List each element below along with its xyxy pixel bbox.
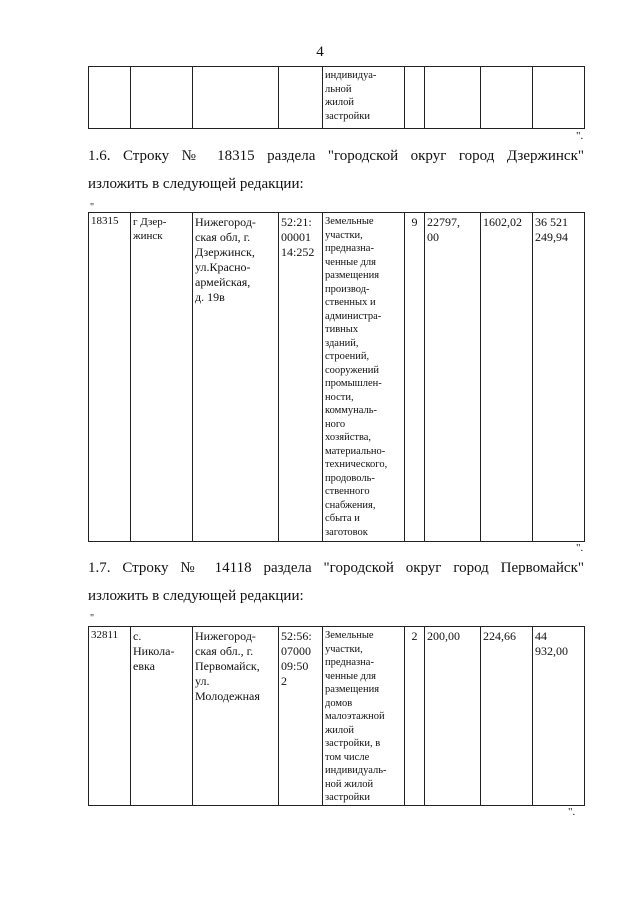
closing-quote: ". [576,542,584,554]
cell-group [405,67,425,129]
section-1-7-instruction: изложить в следующей редакции: [88,588,304,604]
cell-address: Нижегород- ская обл, г. Дзержинск, ул.Красно- армейская, д. 19в [193,213,279,542]
cell-number: 32811 [89,627,131,806]
cell-locality [131,67,193,129]
cell-cadastral-number: 52:21: 00001 14:252 [279,213,323,542]
cell-cadastral-value: 44 932,00 [533,627,585,806]
row-18315-table [88,212,585,542]
continuation-table [88,66,585,129]
closing-quote: ". [568,806,576,818]
cell-area [425,67,481,129]
cell-number: 18315 [89,213,131,542]
cell-purpose: индивидуа- льной жилой застройки [323,67,405,129]
row-32811-table [88,626,585,806]
cell-cadastral-number: 52:56: 07000 09:50 2 [279,627,323,806]
cell-locality: г Дзер- жинск [131,213,193,542]
cell-purpose: Земельные участки, предназна- ченные для размещения производ- ственных и администра- тивных зданий, строений, сооружений промышлен- ности, коммуналь- ного хозяйства, материально- технического, продоволь- ственного снабжения, сбыта и заготовок [323,213,405,542]
cell-cadastral-number [279,67,323,129]
cell-specific-value: 224,66 [481,627,533,806]
cell-specific-value [481,67,533,129]
opening-quote: " [90,613,95,624]
cell-group: 9 [405,213,425,542]
section-1-6-heading: 1.6. Строку № 18315 раздела "городской округ город Дзержинск" [88,148,584,164]
cell-area: 22797, 00 [425,213,481,542]
cell-purpose: Земельные участки, предназна- ченные для размещения домов малоэтажной жилой застройки, в том числе индивидуаль- ной жилой застройки [323,627,405,806]
cell-address [193,67,279,129]
cell-locality: с. Никола- евка [131,627,193,806]
opening-quote: " [90,202,95,213]
cell-area: 200,00 [425,627,481,806]
section-1-6-instruction: изложить в следующей редакции: [88,176,304,192]
section-1-7-heading: 1.7. Строку № 14118 раздела "городской округ город Первомайск" [88,560,584,576]
table-row [89,213,585,542]
cell-cadastral-value [533,67,585,129]
cell-group: 2 [405,627,425,806]
page-number: 4 [316,44,324,60]
table-row [89,627,585,806]
cell-specific-value: 1602,02 [481,213,533,542]
table-row [89,67,585,129]
cell-address: Нижегород- ская обл., г. Первомайск, ул. Молодежная [193,627,279,806]
cell-number [89,67,131,129]
closing-quote: ". [576,130,584,142]
cell-cadastral-value: 36 521 249,94 [533,213,585,542]
